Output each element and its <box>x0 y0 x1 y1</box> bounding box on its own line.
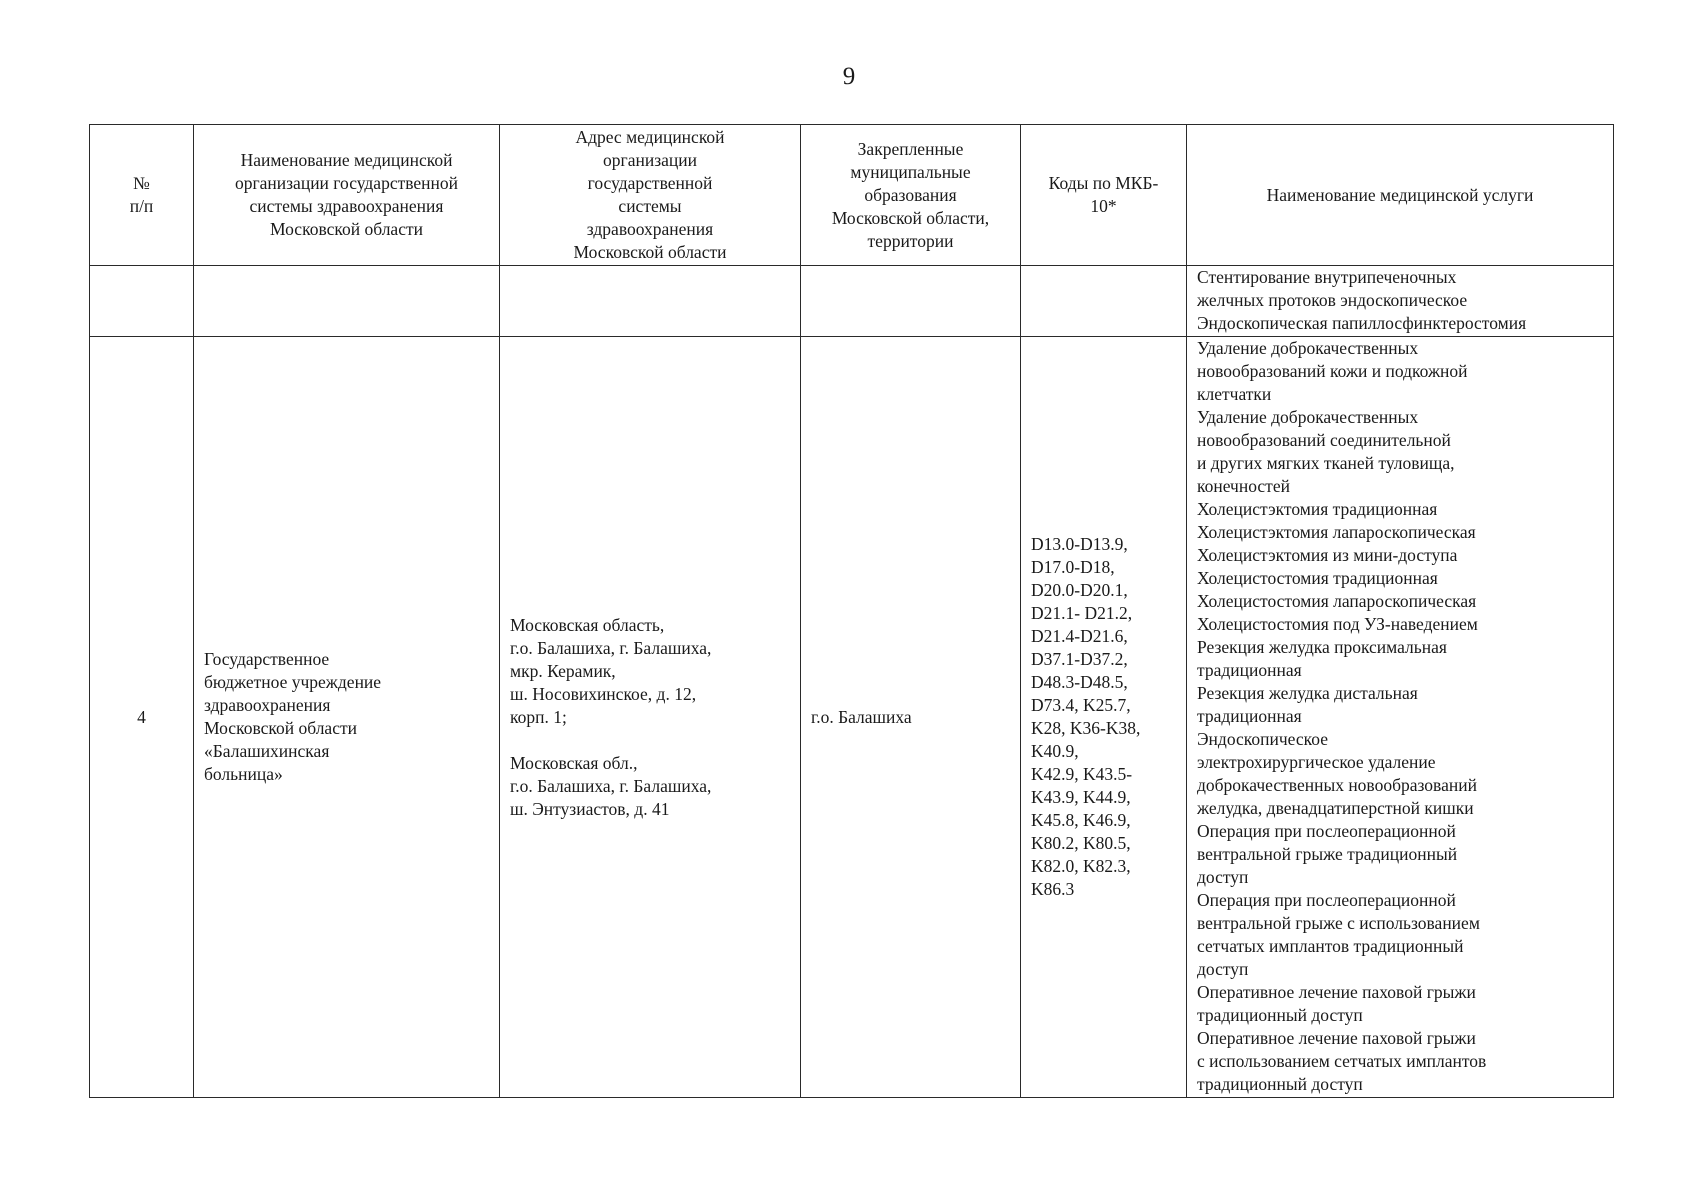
service-line: Холецистэктомия из мини-доступа <box>1197 545 1458 565</box>
service-line: Холецистэктомия традиционная <box>1197 499 1438 519</box>
header-line: системы <box>618 196 682 216</box>
service-line: традиционный доступ <box>1197 1005 1363 1025</box>
service-line: желчных протоков эндоскопическое <box>1197 290 1468 310</box>
cell-organization <box>194 266 500 337</box>
code-line: D21.1- D21.2, <box>1031 603 1133 623</box>
service-line: Холецистостомия лапароскопическая <box>1197 591 1477 611</box>
header-line: Адрес медицинской <box>575 127 725 147</box>
cell-number <box>90 266 194 337</box>
header-line: Московской области, <box>831 207 990 228</box>
code-line: D17.0-D18, <box>1031 557 1115 577</box>
medical-services-table <box>89 124 1614 1098</box>
header-services <box>1187 125 1614 266</box>
cell-number: 4 <box>90 337 194 1098</box>
code-line: K86.3 <box>1031 879 1075 899</box>
header-line: Наименование медицинской услуги <box>1266 184 1534 205</box>
cell-services <box>1187 266 1614 337</box>
page-number: 9 <box>842 63 856 90</box>
org-line: больница» <box>204 764 283 784</box>
service-line: Операция при послеоперационной <box>1197 890 1456 910</box>
header-line: организации государственной <box>234 173 459 193</box>
org-line: Государственное <box>204 649 330 669</box>
cell-address <box>500 337 801 1098</box>
header-line: территории <box>867 230 954 251</box>
service-line: новообразований соединительной <box>1197 430 1451 450</box>
cell-address <box>500 266 801 337</box>
service-line: Холецистостомия традиционная <box>1197 568 1438 588</box>
header-line: Наименование медицинской <box>240 150 453 170</box>
code-line: K43.9, K44.9, <box>1031 787 1131 807</box>
header-line: Коды по МКБ- <box>1048 173 1159 193</box>
table-row-4 <box>90 337 1614 1098</box>
service-line: доступ <box>1197 959 1249 979</box>
cell-territory <box>801 266 1021 337</box>
header-number <box>90 125 194 266</box>
address-line: г.о. Балашиха, г. Балашиха, <box>510 637 712 658</box>
header-line: Московской области <box>573 242 727 262</box>
service-line: вентральной грыже традиционный <box>1197 844 1458 864</box>
header-line: государственной <box>587 173 713 193</box>
code-line: D13.0-D13.9, <box>1031 534 1128 554</box>
table-header-row <box>90 125 1614 266</box>
service-line: конечностей <box>1197 476 1290 496</box>
org-line: здравоохранения <box>204 695 331 715</box>
service-line: новообразований кожи и подкожной <box>1197 361 1468 381</box>
header-line: п/п <box>129 196 154 216</box>
header-line: здравоохранения <box>586 219 714 239</box>
service-line: Холецистэктомия лапароскопическая <box>1197 522 1476 542</box>
address-line: корп. 1; <box>510 706 567 727</box>
code-line: K82.0, K82.3, <box>1031 856 1131 876</box>
cell-services <box>1187 337 1614 1098</box>
table-row-continuation <box>90 266 1614 337</box>
cell-icd-codes <box>1021 266 1187 337</box>
address-line: ш. Носовихинское, д. 12, <box>510 683 697 704</box>
header-icd-codes <box>1021 125 1187 266</box>
service-line: традиционная <box>1197 706 1302 726</box>
header-line: организации <box>603 150 697 170</box>
service-line: Оперативное лечение паховой грыжи <box>1197 982 1476 1002</box>
service-line: Холецистостомия под УЗ-наведением <box>1197 614 1478 634</box>
service-line: и других мягких тканей туловища, <box>1197 453 1455 473</box>
service-line: Эндоскопическое <box>1197 729 1328 749</box>
code-line: K80.2, K80.5, <box>1031 833 1131 853</box>
header-line: Московской области <box>270 219 423 239</box>
service-line: доступ <box>1197 867 1249 887</box>
service-line: Операция при послеоперационной <box>1197 821 1456 841</box>
code-line: D20.0-D20.1, <box>1031 580 1128 600</box>
org-line: Московской области <box>204 718 357 738</box>
service-line: Удаление доброкачественных <box>1197 338 1419 358</box>
service-line: желудка, двенадцатиперстной кишки <box>1197 798 1474 818</box>
service-line: электрохирургическое удаление <box>1197 752 1436 772</box>
org-line: «Балашихинская <box>204 741 330 761</box>
header-line: образования <box>864 184 957 205</box>
code-line: K40.9, <box>1031 741 1079 761</box>
header-line: № <box>133 173 150 193</box>
header-line: 10* <box>1090 196 1117 216</box>
address-line: г.о. Балашиха, г. Балашиха, <box>510 775 712 796</box>
header-line: Закрепленные <box>857 138 964 159</box>
code-line: K45.8, K46.9, <box>1031 810 1131 830</box>
service-line: Стентирование внутрипеченочных <box>1197 267 1457 287</box>
service-line: традиционный доступ <box>1197 1074 1363 1094</box>
service-line: Эндоскопическая папиллосфинктеростомия <box>1197 313 1527 333</box>
address-line: мкр. Керамик, <box>510 660 616 681</box>
service-line: с использованием сетчатых имплантов <box>1197 1051 1487 1071</box>
header-territory <box>801 125 1021 266</box>
header-line: муниципальные <box>850 161 971 182</box>
cell-organization <box>194 337 500 1098</box>
address-line: Московская область, <box>510 614 665 635</box>
service-line: клетчатки <box>1197 384 1272 404</box>
service-line: сетчатых имплантов традиционный <box>1197 936 1464 956</box>
address-line: Московская обл., <box>510 752 638 773</box>
service-line: Резекция желудка дистальная <box>1197 683 1418 703</box>
service-line: Оперативное лечение паховой грыжи <box>1197 1028 1476 1048</box>
service-line: доброкачественных новообразований <box>1197 775 1477 795</box>
code-line: D73.4, K25.7, <box>1031 695 1131 715</box>
service-line: вентральной грыже с использованием <box>1197 913 1480 933</box>
address-line: ш. Энтузиастов, д. 41 <box>510 798 670 819</box>
header-line: системы здравоохранения <box>249 196 444 216</box>
code-line: K42.9, K43.5- <box>1031 764 1133 784</box>
header-organization <box>194 125 500 266</box>
header-address <box>500 125 801 266</box>
org-line: бюджетное учреждение <box>204 672 382 692</box>
code-line: K28, K36-K38, <box>1031 718 1141 738</box>
service-line: традиционная <box>1197 660 1302 680</box>
code-line: D21.4-D21.6, <box>1031 626 1128 646</box>
code-line: D37.1-D37.2, <box>1031 649 1128 669</box>
service-line: Удаление доброкачественных <box>1197 407 1419 427</box>
code-line: D48.3-D48.5, <box>1031 672 1128 692</box>
service-line: Резекция желудка проксимальная <box>1197 637 1447 657</box>
cell-territory: г.о. Балашиха <box>801 337 1021 1098</box>
cell-icd-codes <box>1021 337 1187 1098</box>
address-spacer <box>510 729 790 752</box>
